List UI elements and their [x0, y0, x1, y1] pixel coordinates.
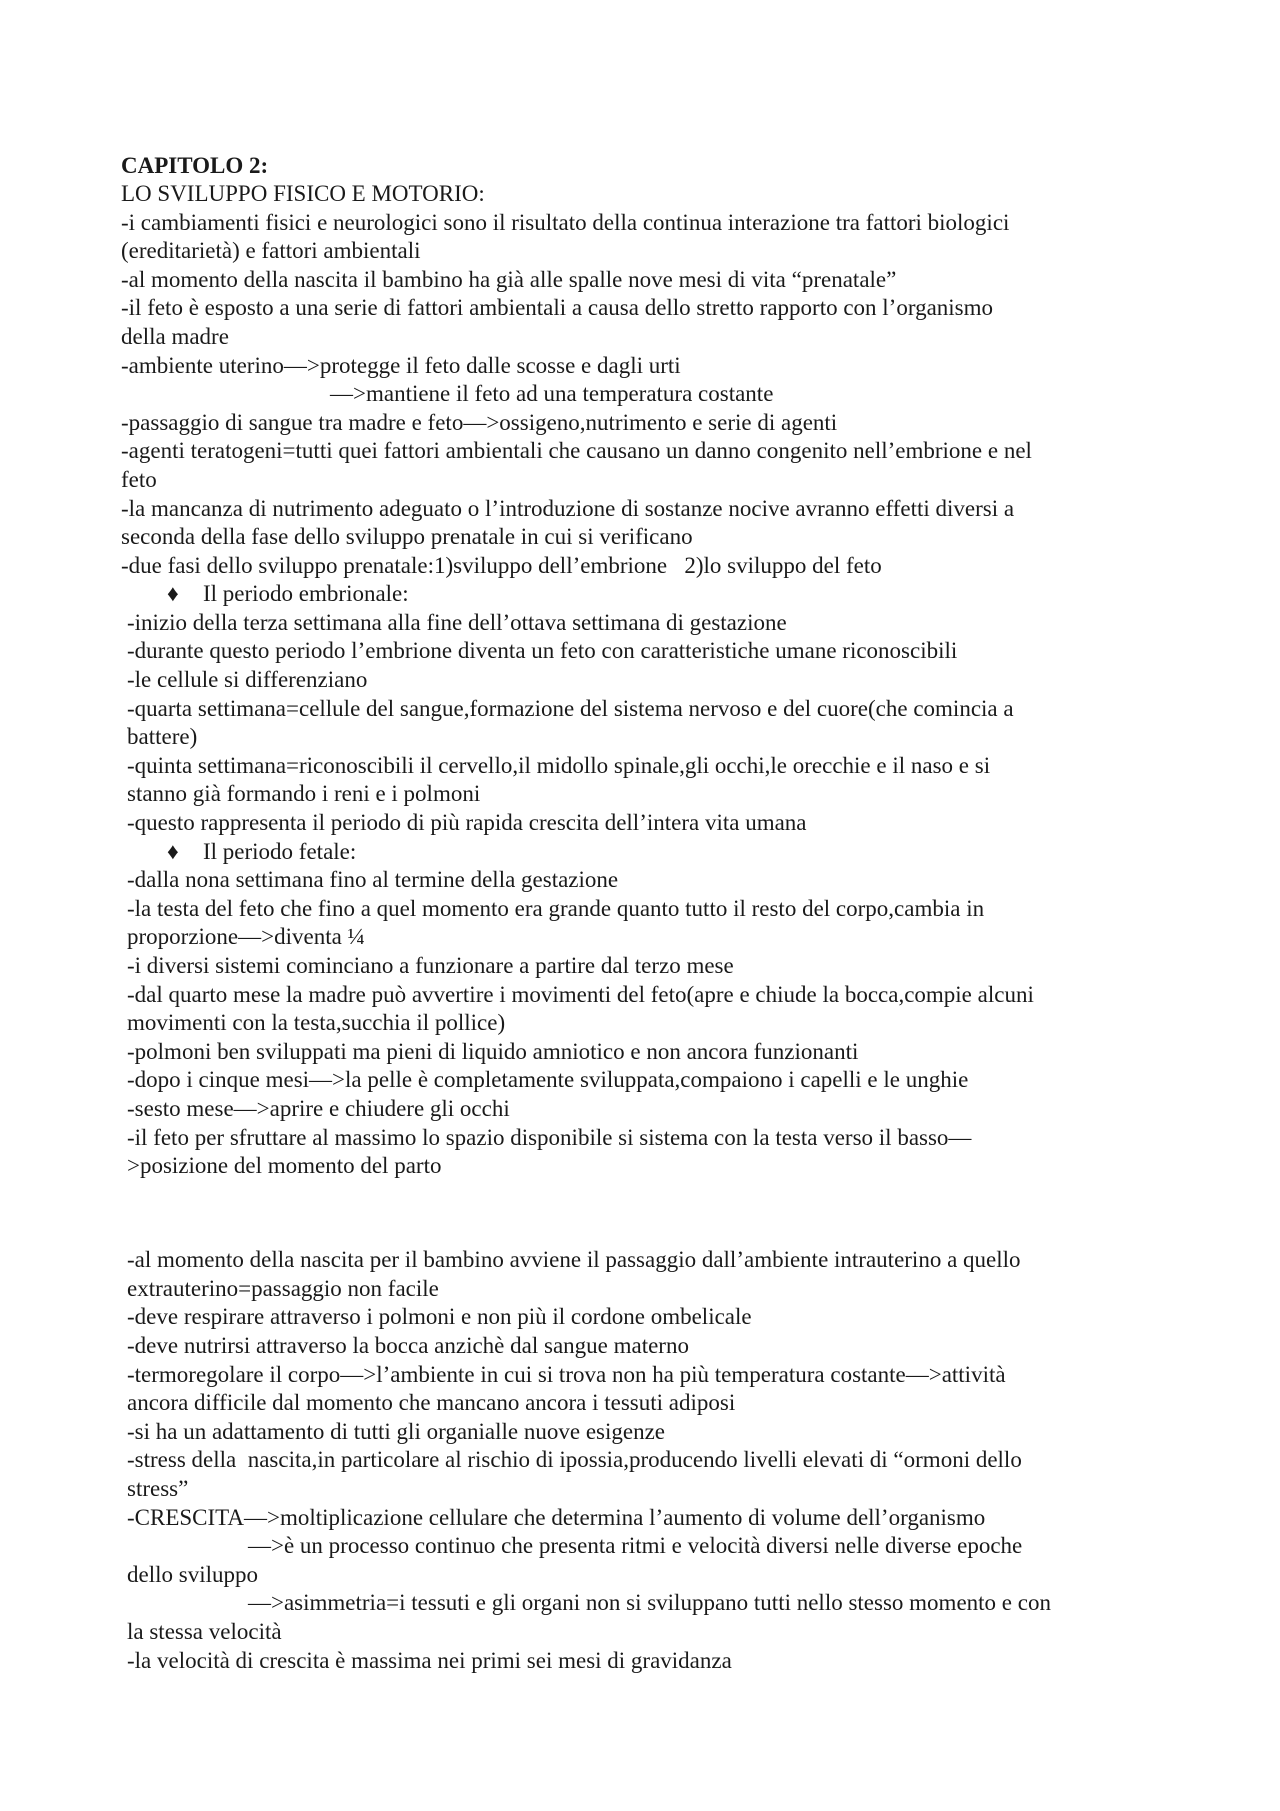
text-line: -polmoni ben sviluppati ma pieni di liquido amniotico e non ancora funzionanti — [127, 1039, 859, 1064]
subheading-embryonal — [167, 580, 409, 608]
text-line: (ereditarietà) e fattori ambientali — [121, 238, 421, 263]
text-line: -agenti teratogeni=tutti quei fattori ambientali che causano un danno congenito nell’embrione e nel — [121, 438, 1032, 463]
text-line: dello sviluppo — [127, 1562, 258, 1587]
text-line: -durante questo periodo l’embrione diventa un feto con caratteristiche umane riconoscibili — [127, 638, 958, 663]
text-line: -passaggio di sangue tra madre e feto—>ossigeno,nutrimento e serie di agenti — [121, 410, 838, 435]
text-line: -al momento della nascita per il bambino avviene il passaggio dall’ambiente intrauterino a quello — [127, 1247, 1021, 1272]
text-line: la stessa velocità — [127, 1619, 282, 1644]
text-line: -termoregolare il corpo—>l’ambiente in cui si trova non ha più temperatura costante—>attività — [127, 1362, 1006, 1387]
text-line: -quarta settimana=cellule del sangue,formazione del sistema nervoso e del cuore(che comincia a — [127, 696, 1014, 721]
text-line: —>asimmetria=i tessuti e gli organi non si sviluppano tutti nello stesso momento e con — [248, 1590, 1051, 1615]
text-line: della madre — [121, 324, 229, 349]
text-line: -le cellule si differenziano — [127, 667, 368, 692]
text-line: -deve respirare attraverso i polmoni e non più il cordone ombelicale — [127, 1304, 752, 1329]
subheading-fetal — [167, 838, 356, 866]
text-line: -i diversi sistemi cominciano a funzionare a partire dal terzo mese — [127, 953, 734, 978]
text-line: -dal quarto mese la madre può avvertire i movimenti del feto(apre e chiude la bocca,compie alcuni — [127, 982, 1034, 1007]
text-line: -deve nutrirsi attraverso la bocca anzichè dal sangue materno — [127, 1333, 689, 1358]
text-line: seconda della fase dello sviluppo prenatale in cui si verificano — [121, 524, 693, 549]
text-line: -la mancanza di nutrimento adeguato o l’introduzione di sostanze nocive avranno effetti diversi a — [121, 496, 1015, 521]
section-title: LO SVILUPPO FISICO E MOTORIO: — [121, 181, 485, 206]
text-line: -quinta settimana=riconoscibili il cervello,il midollo spinale,gli occhi,le orecchie e il naso e si — [127, 753, 991, 778]
diamond-bullet-icon: ♦ — [167, 581, 179, 606]
text-line: -stress della nascita,in particolare al rischio di ipossia,producendo livelli elevati di “ormoni dello — [127, 1447, 1022, 1472]
text-line: -CRESCITA—>moltiplicazione cellulare che determina l’aumento di volume dell’organismo — [127, 1505, 986, 1530]
text-line: extrauterino=passaggio non facile — [127, 1276, 439, 1301]
text-line: -la testa del feto che fino a quel momento era grande quanto tutto il resto del corpo,cambia in — [127, 896, 985, 921]
text-line: >posizione del momento del parto — [127, 1153, 442, 1178]
text-line: -due fasi dello sviluppo prenatale:1)sviluppo dell’embrione 2)lo sviluppo del feto — [121, 553, 882, 578]
text-line: -sesto mese—>aprire e chiudere gli occhi — [127, 1096, 510, 1121]
text-line: movimenti con la testa,succhia il pollice) — [127, 1010, 506, 1035]
text-line: battere) — [127, 724, 198, 749]
diamond-bullet-icon: ♦ — [167, 839, 179, 864]
text-line: -la velocità di crescita è massima nei primi sei mesi di gravidanza — [127, 1648, 732, 1673]
text-line: —>è un processo continuo che presenta ritmi e velocità diversi nelle diverse epoche — [248, 1533, 1023, 1558]
chapter-heading: CAPITOLO 2: — [121, 153, 269, 178]
text-line: -al momento della nascita il bambino ha già alle spalle nove mesi di vita “prenatale” — [121, 267, 897, 292]
text-line: —>mantiene il feto ad una temperatura costante — [330, 381, 774, 406]
text-line: ancora difficile dal momento che mancano ancora i tessuti adiposi — [127, 1390, 736, 1415]
text-line: stanno già formando i reni e i polmoni — [127, 781, 481, 806]
text-line: -dopo i cinque mesi—>la pelle è completamente sviluppata,compaiono i capelli e le unghie — [127, 1067, 969, 1092]
text-line: -i cambiamenti fisici e neurologici sono il risultato della continua interazione tra fattori biologici — [121, 210, 1010, 235]
text-line: -il feto per sfruttare al massimo lo spazio disponibile si sistema con la testa verso il basso— — [127, 1125, 972, 1150]
text-line: feto — [121, 467, 157, 492]
subheading-label: Il periodo fetale: — [203, 839, 357, 864]
text-line: -ambiente uterino—>protegge il feto dalle scosse e dagli urti — [121, 353, 681, 378]
text-line: -si ha un adattamento di tutti gli organialle nuove esigenze — [127, 1419, 666, 1444]
text-line: -il feto è esposto a una serie di fattori ambientali a causa dello stretto rapporto con l’organismo — [121, 295, 994, 320]
text-line: -dalla nona settimana fino al termine della gestazione — [127, 867, 619, 892]
text-line: proporzione—>diventa ¼ — [127, 924, 365, 949]
text-line: -inizio della terza settimana alla fine dell’ottava settimana di gestazione — [127, 610, 787, 635]
subheading-label: Il periodo embrionale: — [203, 581, 409, 606]
text-line: -questo rappresenta il periodo di più rapida crescita dell’intera vita umana — [127, 810, 807, 835]
text-line: stress” — [127, 1476, 189, 1501]
